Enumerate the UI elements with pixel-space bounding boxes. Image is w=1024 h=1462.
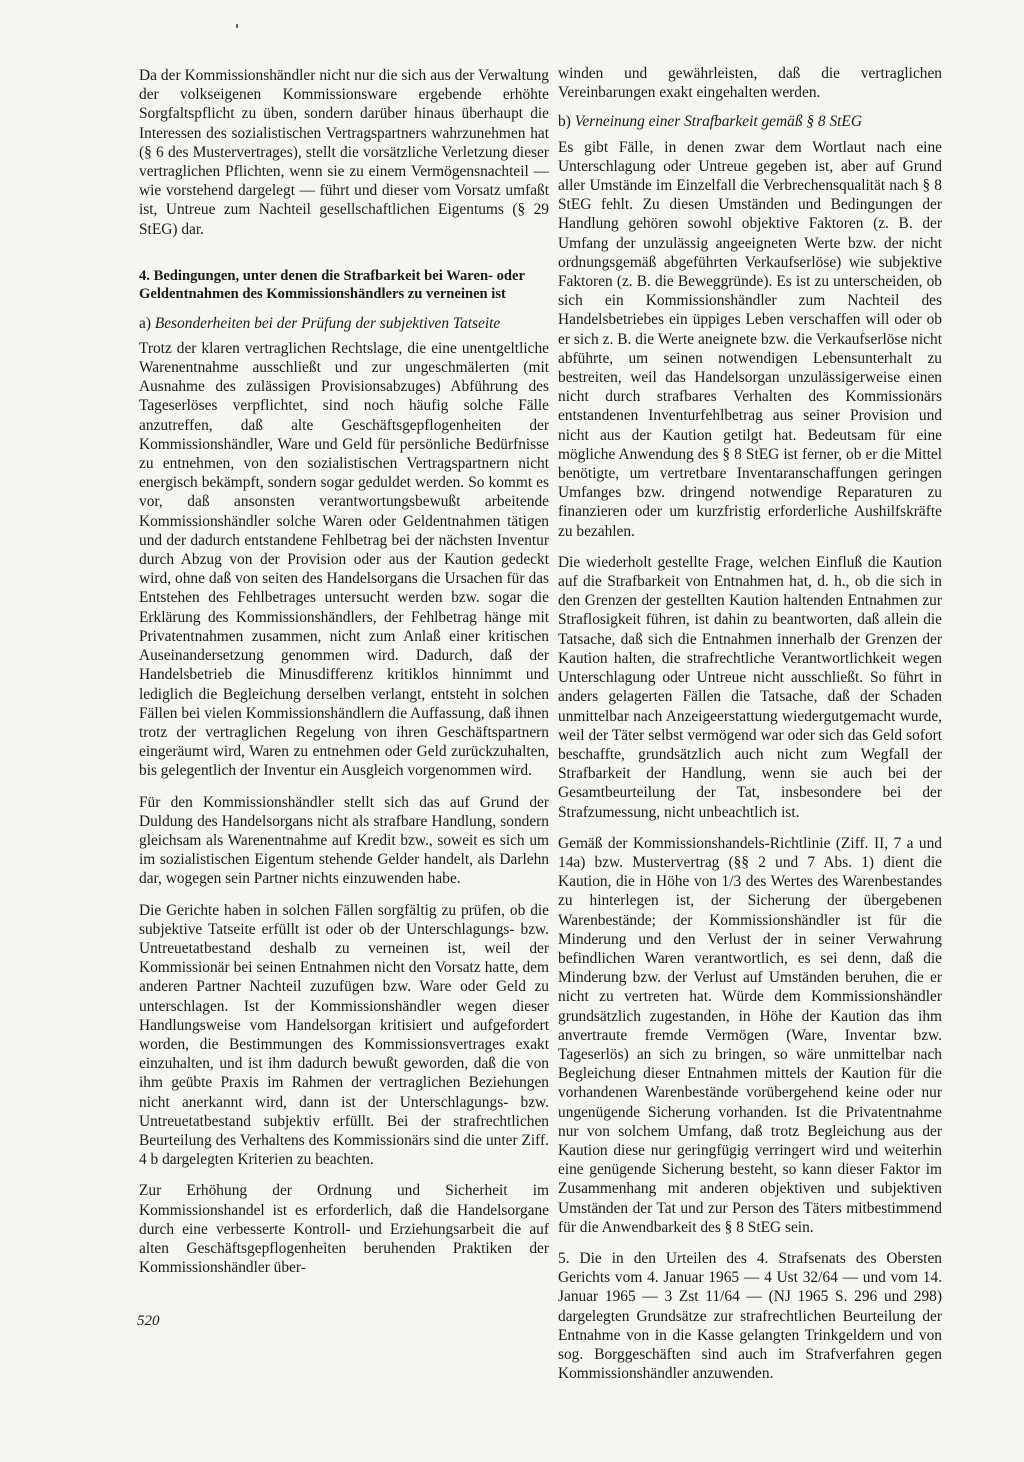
subheading-a-prefix: a)	[139, 314, 151, 332]
paragraph-kaution-frage: Die wiederholt gestellte Frage, welchen Einfluß die Kaution auf die Strafbarkeit von Entnahmen hat, d. h., ob die sich in den Grenzen der gestellten Kaution haltenden Entnahmen zur Straflosigkeit führen, ist dahin zu beantworten, daß allein die Tatsache, daß sich die Entnahmen innerhalb der Grenzen der Kaution halten, die strafrechtliche Verantwortlichkeit wegen Unterschlagung oder Untreue nicht ausschließt. So führt in anders gelagerten Fällen die Tatsache, daß der Schaden unmittelbar nach Anzeigeerstattung wiedergutgemacht wurde, weil der Täter selbst vermögend war oder sich das Geld sofort beschaffte, grundsätzlich auch nicht zum Wegfall der Strafbarkeit der Handlung, wenn sie auch bei der Gesamtbeurteilung der Tat, insbesondere bei der Strafzumessung, nicht unbeachtlich ist.	[558, 553, 942, 821]
paragraph-urteile: 5. Die in den Urteilen des 4. Strafsenats des Obersten Gerichts vom 4. Januar 1965 — 4 Ust 32/64 — und vom 14. Januar 1965 — 3 Zst 11/64 — (NJ 1965 S. 296 und 298) dargelegten Grundsätze zur strafrechtlichen Beurteilung der Entnahme von in die Kasse gelangten Trinkgeldern und von sog. Borggeschäften sind auch im Strafverfahren gegen Kommissionshändler anzuwenden.	[558, 1249, 942, 1383]
section-heading-4: 4. Bedingungen, unter denen die Strafbarkeit bei Waren- oder Geldentnahmen des Kommissionshändlers zu verneinen ist	[139, 267, 525, 303]
subheading-b	[558, 112, 942, 131]
subheading-a	[139, 314, 549, 333]
paragraph-ordnung: Zur Erhöhung der Ordnung und Sicherheit im Kommissionshandel ist es erforderlich, daß die Handelsorgane durch eine verbesserte Kontroll- und Erziehungsarbeit die auf alten Geschäftsgepflogenheiten beruhenden Praktiken der Kommissionshändler über-	[139, 1182, 549, 1277]
subheading-a-text: Besonderheiten bei der Prüfung der subjektiven Tatseite	[154, 314, 501, 332]
scan-speck	[236, 24, 238, 28]
left-column	[139, 66, 549, 1277]
subheading-b-text: Verneinung einer Strafbarkeit gemäß § 8 StEG	[574, 113, 862, 131]
right-column	[558, 64, 942, 1383]
paragraph-continuation: winden und gewährleisten, daß die vertraglichen Vereinbarungen exakt eingehalten werden.	[558, 65, 942, 102]
paragraph-richtlinie: Gemäß der Kommissionshandels-Richtlinie (Ziff. II, 7 a und 14a) bzw. Mustervertrag (§§ 2 und 7 Abs. 1) dient die Kaution, die in Höhe von 1/3 des Wertes des Warenbestandes zu hinterlegen ist, der Sicherung der übergebenen Warenbestände; der Kommissionshändler ist für die Minderung und den Verlust der in seiner Verwahrung befindlichen Waren verantwortlich, es sei denn, daß die Minderung bzw. der Verlust auf Umständen beruhen, die er nicht zu vertreten hat. Würde dem Kommissionshändler grundsätzlich zugestanden, in Höhe der Kaution das ihm anvertraute fremde Vermögen (Ware, Inventar bzw. Tageserlös) an sich zu bringen, so wäre unmittelbar nach Begleichung dieser Entnahmen mittels der Kaution für die vorhandenen Warenbestände vorübergehend keine oder nur ungenügende Sicherung vorhanden. Ist die Privatentnahme nur von solchem Umfang, daß trotz Begleichung aus der Kaution diese nur geringfügig verringert wird und weiterhin eine genügende Sicherung besteht, so kann dieser Faktor im Zusammenhang mit anderen objektiven und subjektiven Umständen der Tat und zur Person des Täters mitbestimmend für die Anwendbarkeit des § 8 StEG sein.	[558, 834, 942, 1236]
paragraph-duldung: Für den Kommissionshändler stellt sich das auf Grund der Duldung des Handelsorgans nicht als strafbare Handlung, sondern gleichsam als Warenentnahme auf Kredit bzw., soweit es sich um im sozialistischen Eigentum stehende Gelder handelt, als Darlehn dar, wogegen sein Partner nichts einzuwenden habe.	[139, 793, 549, 888]
paragraph-untreue: Da der Kommissionshändler nicht nur die sich aus der Verwaltung der volkseigenen Kommissionsware ergebende erhöhte Sorgfaltspflicht zu üben, sondern darüber hinaus überhaupt die Interessen des sozialistischen Vertragspartners wahrzunehmen hat (§ 6 des Mustervertrages), stellt die vorsätzliche Verletzung dieser vertraglichen Pflichten, wenn sie zu einem Vermögensnachteil — wie vorstehend dargelegt — führt und dieser vom Vorsatz umfaßt ist, Untreue zum Nachteil gesellschaftlichen Eigentums (§ 29 StEG) dar.	[139, 67, 549, 238]
paragraph-rechtslage: Trotz der klaren vertraglichen Rechtslage, die eine unentgeltliche Warenentnahme ausschließt und zur ungeschmälerten (mit Ausnahme des zulässigen Provisionsabzuges) Abführung des Tageserlöses verpflichtet, sind noch häufig solche Fälle anzutreffen, daß alte Geschäftsgepflogenheiten der Kommissionshändler, Ware und Geld für persönliche Bedürfnisse zu entnehmen, von den sozialistischen Vertragspartnern nicht energisch bekämpft, sondern sogar geduldet werden. So kommt es vor, daß ansonsten verantwortungsbewußt arbeitende Kommissionshändler solche Waren oder Geldentnahmen tätigen und der dadurch entstandene Fehlbetrag bei der nächsten Inventur durch Abzug von der Provision oder aus der Kaution gedeckt wird, ohne daß von seiten des Handelsorgans die Ursachen für das Entstehen des Fehlbetrages untersucht werden bzw. sogar die Erklärung des Kommissionshändlers, der Fehlbetrag hänge mit Privatentnahmen zusammen, nicht zum Anlaß einer kritischen Auseinandersetzung genommen wird. Dadurch, daß der Handelsbetrieb die Minusdifferenz kritiklos hinnimmt und lediglich die Begleichung derselben verlangt, entsteht in solchen Fällen bei vielen Kommissionshändlern die Auffassung, daß ihnen trotz der vertraglichen Regelung von ihren Geschäftspartnern eingeräumt wird, Waren zu entnehmen oder Geld zurückzuhalten, bis gelegentlich der Inventur ein Ausgleich vorgenommen wird.	[139, 339, 549, 780]
paragraph-faelle: Es gibt Fälle, in denen zwar dem Wortlaut nach eine Unterschlagung oder Untreue gegeben ist, aber auf Grund aller Umstände im Einzelfall die Verbrechensqualität nach § 8 StEG fehlt. Zu diesen Umständen und Bedingungen der Handlung gehören sowohl objektive Faktoren (z. B. der Umfang der unzulässig angeeigneten Werte bzw. der nicht ordnungsgemäß abgeführten Verkaufserlöse) wie subjektive Faktoren (z. B. die Beweggründe). Es ist zu unterscheiden, ob sich ein Kommissionshändler zum Nachteil des Handelsbetriebes ein üppiges Leben verschaffen will oder ob er sich z. B. die Werte aneignete bzw. die Verkaufserlöse nicht abführte, um seinen notwendigen Lebensunterhalt zu bestreiten, weil das Handelsorgan unzulässigerweise einen nicht durch strafbares Verhalten des Kommissionärs entstandenen Inventurfehlbetrag aus seiner Provision und nicht aus der Kaution getilgt hat. Bedeutsam für eine mögliche Anwendung des § 8 StEG ist ferner, ob er die Mittel benötigte, um vertretbare Inventaranschaffungen geringen Umfanges bzw. dringend notwendige Reparaturen zu finanzieren oder um kurzfristig erforderliche Aushilfskräfte zu bezahlen.	[558, 138, 942, 540]
subheading-b-prefix: b)	[558, 113, 571, 131]
page-number: 520	[137, 1313, 160, 1329]
paragraph-gerichte: Die Gerichte haben in solchen Fällen sorgfältig zu prüfen, ob die subjektive Tatseite erfüllt ist oder ob der Unterschlagungs- bzw. Untreuetatbestand deshalb zu verneinen ist, weil der Kommissionär bei seinen Entnahmen nicht den Vorsatz hatte, dem anderen Partner Nachteil zuzufügen bzw. Ware oder Geld zu unterschlagen. Ist der Kommissionshändler wegen dieser Handlungsweise vom Handelsorgan kritisiert und aufgefordert worden, die Bestimmungen des Kommissionsvertrages exakt einzuhalten, und ist ihm dadurch bewußt geworden, daß die von ihm geübte Praxis im Rahmen der vertraglichen Beziehungen nicht anerkannt wird, dann ist der Unterschlagungs- bzw. Untreuetatbestand subjektiv erfüllt. Bei der strafrechtlichen Beurteilung des Verhaltens des Kommissionärs sind die unter Ziff. 4 b dargelegten Kriterien zu beachten.	[139, 901, 549, 1169]
